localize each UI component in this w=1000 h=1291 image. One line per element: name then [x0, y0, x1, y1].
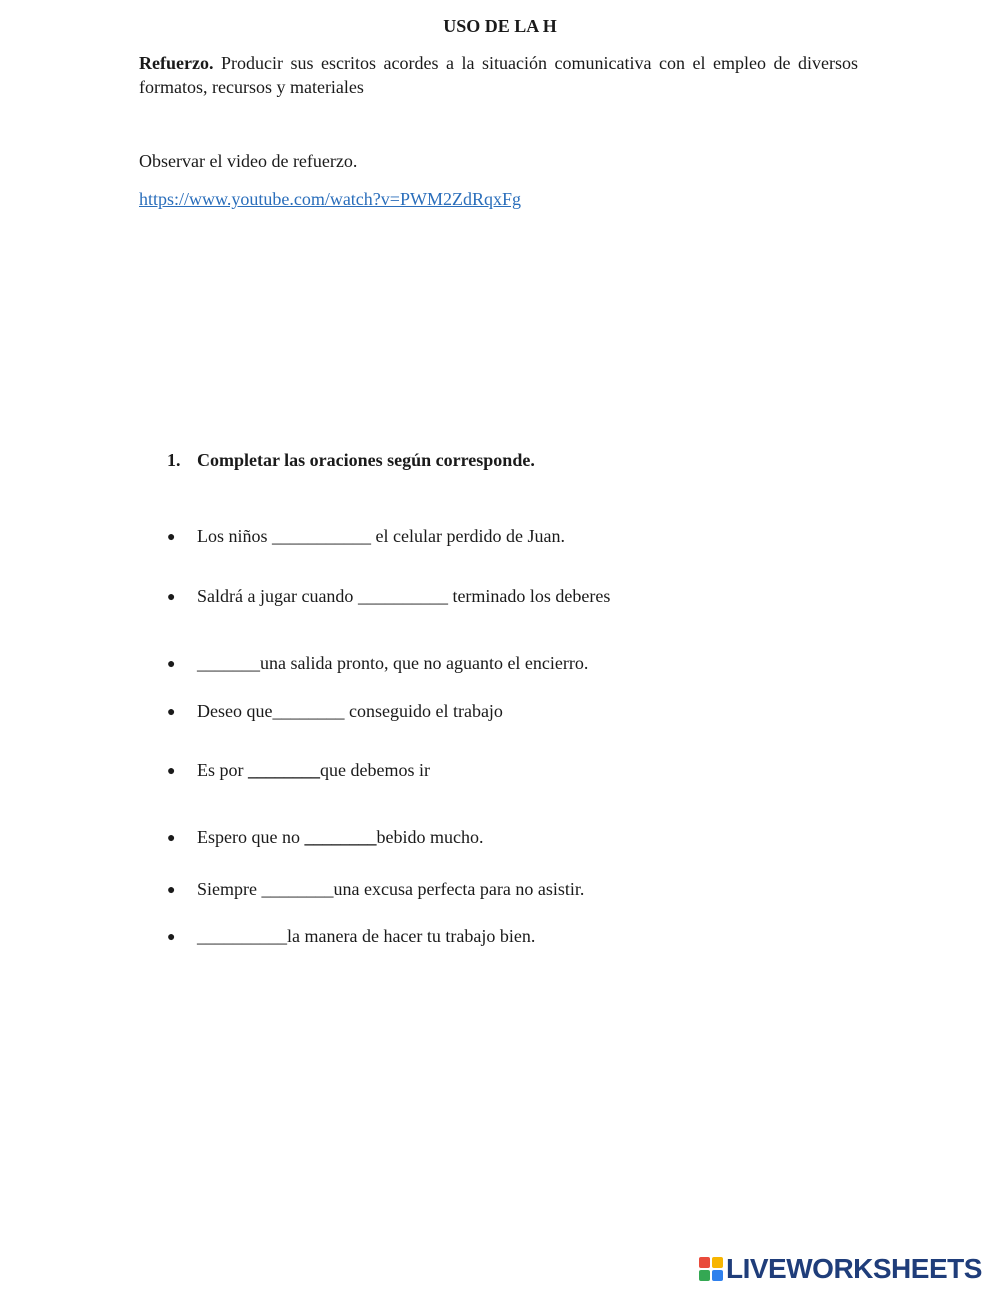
intro-text: Producir sus escritos acordes a la situación comunicativa con el empleo de diversos formatos, recursos y materiales [139, 53, 858, 97]
fill-in-blank[interactable]: __________ [357, 586, 448, 606]
exercise-number: 1. [167, 450, 181, 470]
logo-square-e [712, 1270, 723, 1281]
item-text-before: Deseo que [197, 701, 273, 721]
item-text-after: que debemos ir [320, 760, 430, 780]
logo-text: LIVEWORKSHEETS [726, 1253, 982, 1284]
observe-text: Observar el video de refuerzo. [139, 151, 358, 171]
item-text-after: conseguido el trabajo [344, 701, 503, 721]
item-text-after: una excusa perfecta para no asistir. [333, 879, 585, 899]
list-item [197, 653, 588, 674]
bullet-icon: ● [167, 883, 176, 898]
item-text-before: Es por [197, 760, 248, 780]
exercise-instruction: Completar las oraciones según corresponde. [197, 450, 535, 470]
logo-mark-icon [699, 1257, 723, 1281]
fill-in-blank[interactable]: ___________ [272, 526, 372, 546]
item-text-after: una salida pronto, que no aguanto el encierro. [260, 653, 589, 673]
bullet-icon: ● [167, 530, 176, 545]
bullet-icon: ● [167, 705, 176, 720]
item-text-after: bebido mucho. [376, 827, 484, 847]
item-text-after: el celular perdido de Juan. [371, 526, 565, 546]
item-text-after: terminado los deberes [447, 586, 611, 606]
bullet-icon: ● [167, 831, 176, 846]
item-text-before: Los niños [197, 526, 273, 546]
item-text-before: Siempre [197, 879, 262, 899]
item-text-after: la manera de hacer tu trabajo bien. [287, 926, 536, 946]
list-item [197, 827, 483, 848]
fill-in-blank[interactable]: ________ [248, 760, 320, 780]
fill-in-blank[interactable]: __________ [197, 926, 287, 946]
item-text-before: Espero que no [197, 827, 305, 847]
intro-label: Refuerzo. [139, 53, 214, 73]
list-item [197, 701, 503, 722]
list-item [197, 926, 535, 947]
fill-in-blank[interactable]: _______ [197, 653, 260, 673]
bullet-icon: ● [167, 590, 176, 605]
document-title: USO DE LA H [443, 16, 557, 36]
logo-square-i [712, 1257, 723, 1268]
logo-square-l [699, 1257, 710, 1268]
fill-in-blank[interactable]: ________ [272, 701, 345, 721]
bullet-icon: ● [167, 764, 176, 779]
liveworksheets-logo [699, 1254, 982, 1284]
list-item [197, 760, 430, 781]
logo-square-v [699, 1270, 710, 1281]
bullet-icon: ● [167, 930, 176, 945]
fill-in-blank[interactable]: ________ [304, 827, 377, 847]
fill-in-blank[interactable]: ________ [261, 879, 334, 899]
intro-paragraph [139, 51, 858, 99]
list-item [197, 526, 565, 547]
list-item [197, 879, 584, 900]
item-text-before: Saldrá a jugar cuando [197, 586, 358, 606]
video-link[interactable]: https://www.youtube.com/watch?v=PWM2ZdRqxFg [139, 189, 521, 209]
bullet-icon: ● [167, 657, 176, 672]
list-item [197, 586, 610, 607]
